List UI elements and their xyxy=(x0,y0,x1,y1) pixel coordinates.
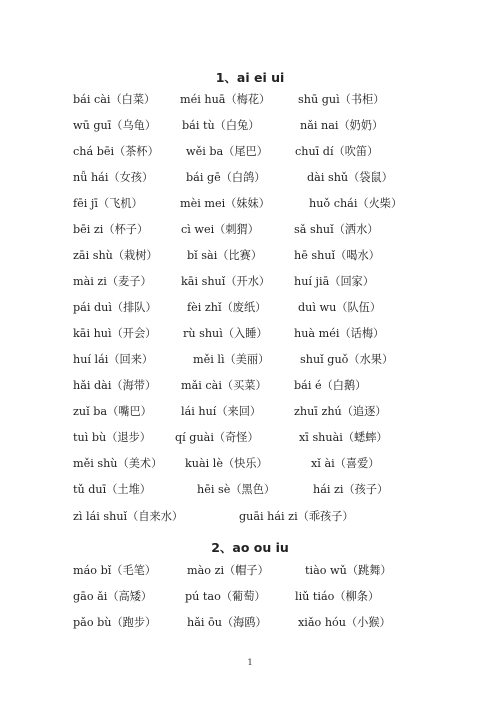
word-entry: bēi zi（杯子） xyxy=(73,223,149,236)
word-entry: bái gē（白鸽） xyxy=(186,171,266,184)
word-entry: liǔ tiáo（柳条） xyxy=(295,590,380,603)
word-entry: xǐ ài（喜爱） xyxy=(311,457,380,470)
word-entry: pú tao（葡萄） xyxy=(185,590,266,603)
word-entry: kāi shuǐ（开水） xyxy=(181,275,271,288)
word-entry: hái zi（孩子） xyxy=(313,483,389,496)
word-entry: fēi jī（飞机） xyxy=(73,197,143,210)
word-entry: duì wu（队伍） xyxy=(298,301,382,314)
word-entry: dài shǔ（袋鼠） xyxy=(307,171,393,184)
section-1-row-12 xyxy=(0,376,500,396)
section-2-title: 2、ao ou iu xyxy=(211,540,289,555)
word-entry: wěi ba（尾巴） xyxy=(186,145,268,158)
word-entry: hǎi dài（海带） xyxy=(73,379,157,392)
word-entry: chá bēi（茶杯） xyxy=(73,145,159,158)
word-entry: měi shù（美术） xyxy=(73,457,163,470)
word-entry: tǔ duī（土堆） xyxy=(73,483,151,496)
word-entry: bái tù（白兔） xyxy=(182,119,260,132)
section-1-row-13 xyxy=(0,402,500,422)
section-1-row-3 xyxy=(0,142,500,162)
word-entry: huí jiā（回家） xyxy=(294,275,375,288)
word-entry: pái duì（排队） xyxy=(73,301,157,314)
word-entry: rù shuì（入睡） xyxy=(183,327,268,340)
word-entry: zuǐ ba（嘴巴） xyxy=(73,405,152,418)
word-entry: kuài lè（快乐） xyxy=(185,457,268,470)
word-entry: tiào wǔ（跳舞） xyxy=(305,564,392,577)
word-entry: fèi zhǐ（废纸） xyxy=(187,301,267,314)
section-1-title: 1、ai ei ui xyxy=(215,70,285,85)
word-entry: máo bǐ（毛笔） xyxy=(73,564,157,577)
word-entry: xiǎo hóu（小猴） xyxy=(298,616,391,629)
word-entry: mǎi cài（买菜） xyxy=(181,379,267,392)
word-entry: wū guī（乌龟） xyxy=(73,119,157,132)
section-1-row-11 xyxy=(0,350,500,370)
word-entry: bǐ sài（比赛） xyxy=(187,249,263,262)
word-entry: bái cài（白菜） xyxy=(73,93,156,106)
section-1-row-4 xyxy=(0,168,500,188)
word-entry: xī shuài（蟋蟀） xyxy=(299,431,388,444)
word-entry: guāi hái zi（乖孩子） xyxy=(239,510,354,523)
word-entry: méi huā（梅花） xyxy=(180,93,271,106)
word-entry: měi lì（美丽） xyxy=(193,353,270,366)
word-entry: mài zi（麦子） xyxy=(73,275,152,288)
section-1-row-10 xyxy=(0,324,500,344)
section-1-row-14 xyxy=(0,428,500,448)
word-entry: mèi mei（妹妹） xyxy=(180,197,270,210)
section-1-row-17 xyxy=(0,507,500,527)
word-entry: huí lái（回来） xyxy=(73,353,154,366)
word-entry: chuī dí（吹笛） xyxy=(295,145,379,158)
word-entry: hēi sè（黑色） xyxy=(197,483,276,496)
word-entry: mào zi（帽子） xyxy=(187,564,269,577)
word-entry: huà méi（话梅） xyxy=(294,327,385,340)
section-1-row-5 xyxy=(0,194,500,214)
section-1-row-6 xyxy=(0,220,500,240)
section-1-row-1 xyxy=(0,90,500,110)
word-entry: lái huí（来回） xyxy=(181,405,262,418)
word-entry: nǎi nai（奶奶） xyxy=(300,119,384,132)
word-entry: nǚ hái（女孩） xyxy=(73,171,154,184)
word-entry: huǒ chái（火柴） xyxy=(309,197,403,210)
word-entry: zhuī zhú（追逐） xyxy=(294,405,387,418)
word-entry: cì wei（刺猬） xyxy=(181,223,259,236)
word-entry: hē shuǐ（喝水） xyxy=(294,249,380,262)
section-1-row-15 xyxy=(0,454,500,474)
word-entry: pǎo bù（跑步） xyxy=(73,616,157,629)
word-entry: tuì bù（退步） xyxy=(73,431,151,444)
section-1-row-8 xyxy=(0,272,500,292)
section-2-row-1 xyxy=(0,561,500,581)
section-2-row-2 xyxy=(0,587,500,607)
word-entry: zāi shù（栽树） xyxy=(73,249,158,262)
section-1-row-7 xyxy=(0,246,500,266)
page-number: 1 xyxy=(247,658,253,667)
section-2-row-3 xyxy=(0,613,500,633)
section-1-row-9 xyxy=(0,298,500,318)
word-entry: gāo ǎi（高矮） xyxy=(73,590,153,603)
word-entry: hǎi ōu（海鸥） xyxy=(187,616,267,629)
word-entry: zì lái shuǐ（自来水） xyxy=(73,510,184,523)
word-entry: shū guì（书柜） xyxy=(298,93,385,106)
word-entry: sǎ shuǐ（洒水） xyxy=(294,223,379,236)
section-1-row-16 xyxy=(0,480,500,500)
word-entry: kāi huì（开会） xyxy=(73,327,157,340)
word-entry: qí guài（奇怪） xyxy=(175,431,259,444)
word-entry: bái é（白鹅） xyxy=(294,379,367,392)
word-entry: shuǐ guǒ（水果） xyxy=(300,353,394,366)
section-1-row-2 xyxy=(0,116,500,136)
